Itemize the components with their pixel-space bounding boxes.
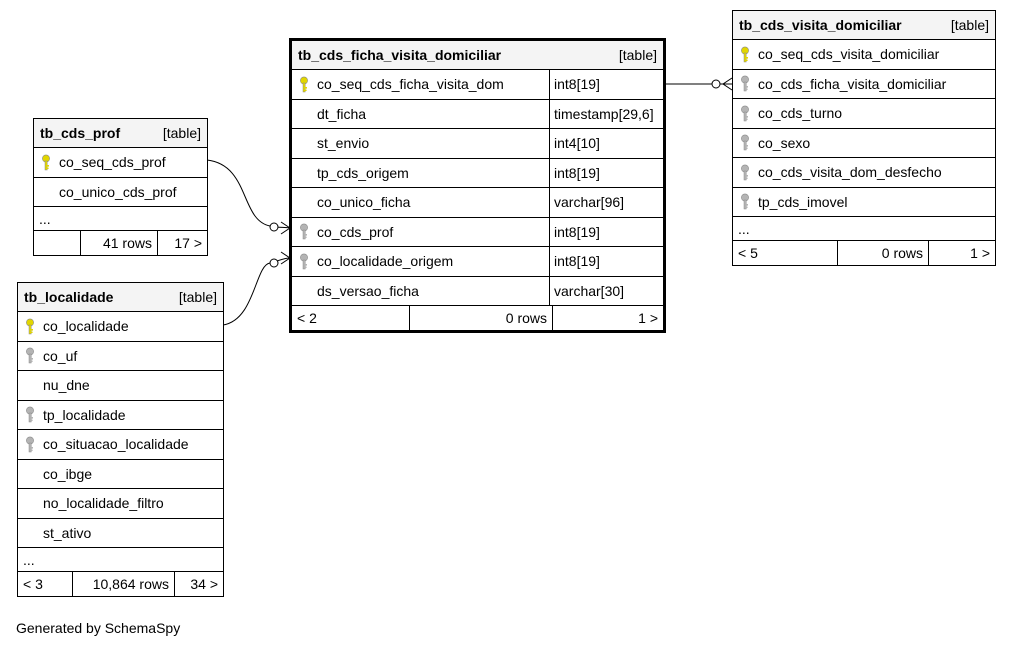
table-header bbox=[733, 11, 995, 40]
column-name-cell bbox=[18, 371, 223, 400]
column-row[interactable] bbox=[18, 489, 223, 519]
table-name: tb_cds_ficha_visita_domiciliar bbox=[298, 47, 502, 63]
column-row[interactable] bbox=[18, 430, 223, 460]
blank-icon-slot bbox=[298, 164, 310, 182]
column-datatype: varchar[30] bbox=[549, 277, 663, 306]
column-row[interactable] bbox=[292, 218, 663, 248]
column-datatype: varchar[96] bbox=[549, 188, 663, 217]
column-row[interactable] bbox=[18, 371, 223, 401]
column-name: co_seq_cds_prof bbox=[59, 154, 166, 171]
column-name: st_ativo bbox=[43, 524, 92, 541]
column-name: dt_ficha bbox=[317, 105, 367, 122]
column-name: co_cds_prof bbox=[317, 223, 394, 240]
parents-count[interactable]: < 3 bbox=[23, 576, 43, 592]
column-name: co_situacao_localidade bbox=[43, 436, 189, 453]
parents-count[interactable]: < 2 bbox=[297, 310, 317, 326]
column-row[interactable] bbox=[733, 158, 995, 188]
children-count[interactable]: 17 > bbox=[157, 231, 207, 255]
blank-icon-slot bbox=[24, 494, 36, 512]
column-name-cell bbox=[18, 312, 223, 341]
link-visita-optional-marker bbox=[712, 80, 720, 88]
foreign-key-icon bbox=[24, 435, 36, 453]
table-header bbox=[18, 283, 223, 312]
column-name-cell bbox=[733, 70, 995, 99]
parents-count[interactable]: < 5 bbox=[738, 245, 758, 261]
column-row[interactable] bbox=[292, 188, 663, 218]
table-type: [table] bbox=[178, 289, 217, 305]
column-name: co_ibge bbox=[43, 465, 93, 482]
column-name: nu_dne bbox=[43, 377, 90, 394]
column-name-cell bbox=[18, 401, 223, 430]
children-count[interactable]: 1 > bbox=[552, 306, 663, 330]
column-row[interactable] bbox=[733, 70, 995, 100]
link-prof-to-ficha bbox=[207, 160, 290, 228]
foreign-key-icon bbox=[24, 406, 36, 424]
table-footer bbox=[34, 231, 207, 255]
column-datatype: int8[19] bbox=[549, 218, 663, 247]
column-name: co_localidade bbox=[43, 318, 129, 335]
blank-icon-slot bbox=[298, 134, 310, 152]
column-row[interactable] bbox=[18, 342, 223, 372]
column-name-cell bbox=[292, 70, 549, 99]
link-localidade-to-ficha bbox=[223, 258, 290, 325]
table-footer bbox=[733, 241, 995, 265]
primary-key-icon bbox=[298, 75, 310, 93]
table-footer bbox=[292, 306, 663, 330]
column-name-cell bbox=[292, 159, 549, 188]
table-tb-cds-prof[interactable] bbox=[33, 118, 208, 256]
column-name: co_cds_turno bbox=[758, 105, 843, 122]
foreign-key-icon bbox=[739, 193, 751, 211]
column-row[interactable] bbox=[18, 460, 223, 490]
table-footer bbox=[18, 572, 223, 596]
credit-text: Generated by SchemaSpy bbox=[16, 620, 181, 636]
column-name-cell bbox=[292, 247, 549, 276]
column-name-cell bbox=[733, 188, 995, 217]
column-name: co_cds_visita_dom_desfecho bbox=[758, 164, 942, 181]
column-name: co_localidade_origem bbox=[317, 253, 454, 270]
blank-icon-slot bbox=[24, 524, 36, 542]
column-name: co_unico_cds_prof bbox=[59, 183, 177, 200]
column-name-cell bbox=[292, 277, 549, 306]
column-row[interactable] bbox=[34, 178, 207, 208]
table-type: [table] bbox=[162, 125, 201, 141]
foreign-key-icon bbox=[739, 163, 751, 181]
blank-icon-slot bbox=[24, 465, 36, 483]
table-tb-cds-ficha-visita-domiciliar[interactable] bbox=[289, 38, 666, 333]
blank-icon-slot bbox=[298, 105, 310, 123]
column-name: co_seq_cds_visita_domiciliar bbox=[758, 46, 940, 63]
column-row[interactable] bbox=[18, 519, 223, 549]
foreign-key-icon bbox=[298, 223, 310, 241]
foreign-key-icon bbox=[298, 252, 310, 270]
column-name-cell bbox=[292, 129, 549, 158]
row-count: 0 rows bbox=[409, 306, 552, 330]
foreign-key-icon bbox=[24, 347, 36, 365]
primary-key-icon bbox=[40, 153, 52, 171]
column-name-cell bbox=[292, 100, 549, 129]
column-row[interactable] bbox=[18, 401, 223, 431]
link-localidade-optional-marker bbox=[270, 259, 278, 267]
table-header bbox=[34, 119, 207, 148]
column-row[interactable] bbox=[733, 99, 995, 129]
column-name: co_uf bbox=[43, 347, 78, 364]
column-datatype: int4[10] bbox=[549, 129, 663, 158]
column-name-cell bbox=[18, 430, 223, 459]
table-name: tb_cds_visita_domiciliar bbox=[739, 17, 902, 33]
table-tb-localidade[interactable] bbox=[17, 282, 224, 597]
column-row[interactable] bbox=[292, 70, 663, 100]
row-count: 41 rows bbox=[80, 231, 157, 255]
column-name: no_localidade_filtro bbox=[43, 495, 164, 512]
column-row[interactable] bbox=[292, 159, 663, 189]
row-count: 0 rows bbox=[837, 241, 928, 265]
column-row[interactable] bbox=[18, 312, 223, 342]
children-count[interactable]: 34 > bbox=[174, 572, 223, 596]
table-tb-cds-visita-domiciliar[interactable] bbox=[732, 10, 996, 266]
column-name: st_envio bbox=[317, 135, 370, 152]
parents-cell bbox=[34, 231, 80, 255]
table-type: [table] bbox=[618, 47, 657, 63]
column-row[interactable] bbox=[733, 129, 995, 159]
column-row[interactable] bbox=[733, 40, 995, 70]
table-header bbox=[292, 41, 663, 70]
column-name-cell bbox=[18, 460, 223, 489]
column-name-cell bbox=[733, 129, 995, 158]
column-name: tp_cds_origem bbox=[317, 164, 409, 181]
blank-icon-slot bbox=[298, 193, 310, 211]
more-columns: ... bbox=[733, 217, 995, 241]
column-row[interactable] bbox=[292, 100, 663, 130]
more-columns: ... bbox=[34, 207, 207, 231]
table-type: [table] bbox=[950, 17, 989, 33]
column-name-cell bbox=[733, 40, 995, 69]
blank-icon-slot bbox=[298, 282, 310, 300]
foreign-key-icon bbox=[739, 75, 751, 93]
column-datatype: int8[19] bbox=[549, 247, 663, 276]
column-name: co_seq_cds_ficha_visita_dom bbox=[317, 76, 504, 93]
column-name: ds_versao_ficha bbox=[317, 282, 419, 299]
column-name: co_sexo bbox=[758, 134, 811, 151]
column-name-cell bbox=[18, 519, 223, 548]
column-name-cell bbox=[34, 148, 207, 177]
blank-icon-slot bbox=[24, 376, 36, 394]
foreign-key-icon bbox=[739, 134, 751, 152]
column-row[interactable] bbox=[292, 247, 663, 277]
foreign-key-icon bbox=[739, 104, 751, 122]
column-name-cell bbox=[34, 178, 207, 207]
column-datatype: timestamp[29,6] bbox=[549, 100, 663, 129]
table-name: tb_localidade bbox=[24, 289, 114, 305]
column-name: tp_cds_imovel bbox=[758, 193, 848, 210]
column-name: co_cds_ficha_visita_domiciliar bbox=[758, 75, 947, 92]
column-row[interactable] bbox=[292, 129, 663, 159]
link-prof-optional-marker bbox=[270, 223, 278, 231]
column-name: tp_localidade bbox=[43, 406, 126, 423]
column-name-cell bbox=[292, 188, 549, 217]
table-name: tb_cds_prof bbox=[40, 125, 121, 141]
column-row[interactable] bbox=[733, 188, 995, 218]
column-row[interactable] bbox=[34, 148, 207, 178]
column-name-cell bbox=[18, 489, 223, 518]
more-columns: ... bbox=[18, 548, 223, 572]
column-name-cell bbox=[733, 99, 995, 128]
primary-key-icon bbox=[739, 45, 751, 63]
column-datatype: int8[19] bbox=[549, 70, 663, 99]
row-count: 10,864 rows bbox=[72, 572, 174, 596]
primary-key-icon bbox=[24, 317, 36, 335]
column-row[interactable] bbox=[292, 277, 663, 307]
blank-icon-slot bbox=[40, 183, 52, 201]
column-name-cell bbox=[733, 158, 995, 187]
children-count[interactable]: 1 > bbox=[928, 241, 995, 265]
column-name-cell bbox=[18, 342, 223, 371]
column-name: co_unico_ficha bbox=[317, 194, 411, 211]
column-name-cell bbox=[292, 218, 549, 247]
column-datatype: int8[19] bbox=[549, 159, 663, 188]
